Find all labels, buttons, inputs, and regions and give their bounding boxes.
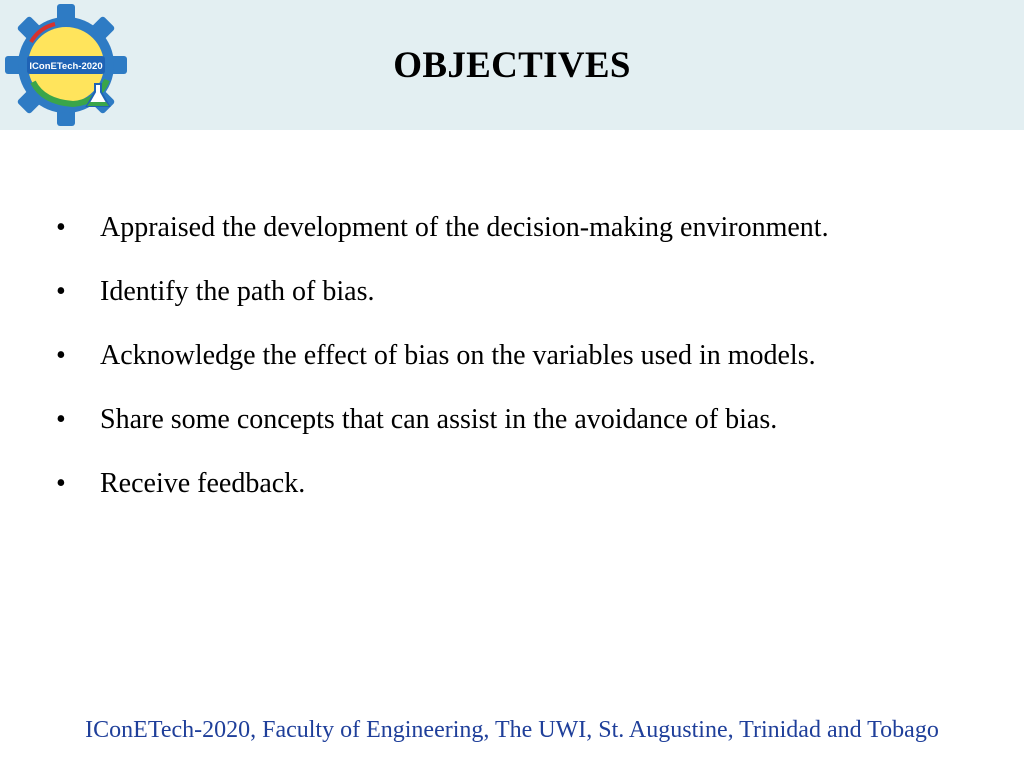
bullet-icon: • xyxy=(56,404,66,435)
page-title: OBJECTIVES xyxy=(393,45,631,86)
bullet-text: Share some concepts that can assist in the avoidance of bias. xyxy=(100,404,778,435)
bullet-text: Acknowledge the effect of bias on the variables used in models. xyxy=(100,340,816,371)
bullet-text: Receive feedback. xyxy=(100,468,306,499)
bullet-icon: • xyxy=(56,212,66,243)
bullet-icon: • xyxy=(56,276,66,307)
bullet-text: Identify the path of bias. xyxy=(100,276,375,307)
bullet-icon: • xyxy=(56,340,66,371)
header-band xyxy=(0,0,1024,130)
logo-text: IConETech-2020 xyxy=(29,61,103,72)
footer-text: IConETech-2020, Faculty of Engineering, The UWI, St. Augustine, Trinidad and Tobago xyxy=(85,717,939,743)
bullet-icon: • xyxy=(56,468,66,499)
bullet-text: Appraised the development of the decision-making environment. xyxy=(100,212,829,243)
